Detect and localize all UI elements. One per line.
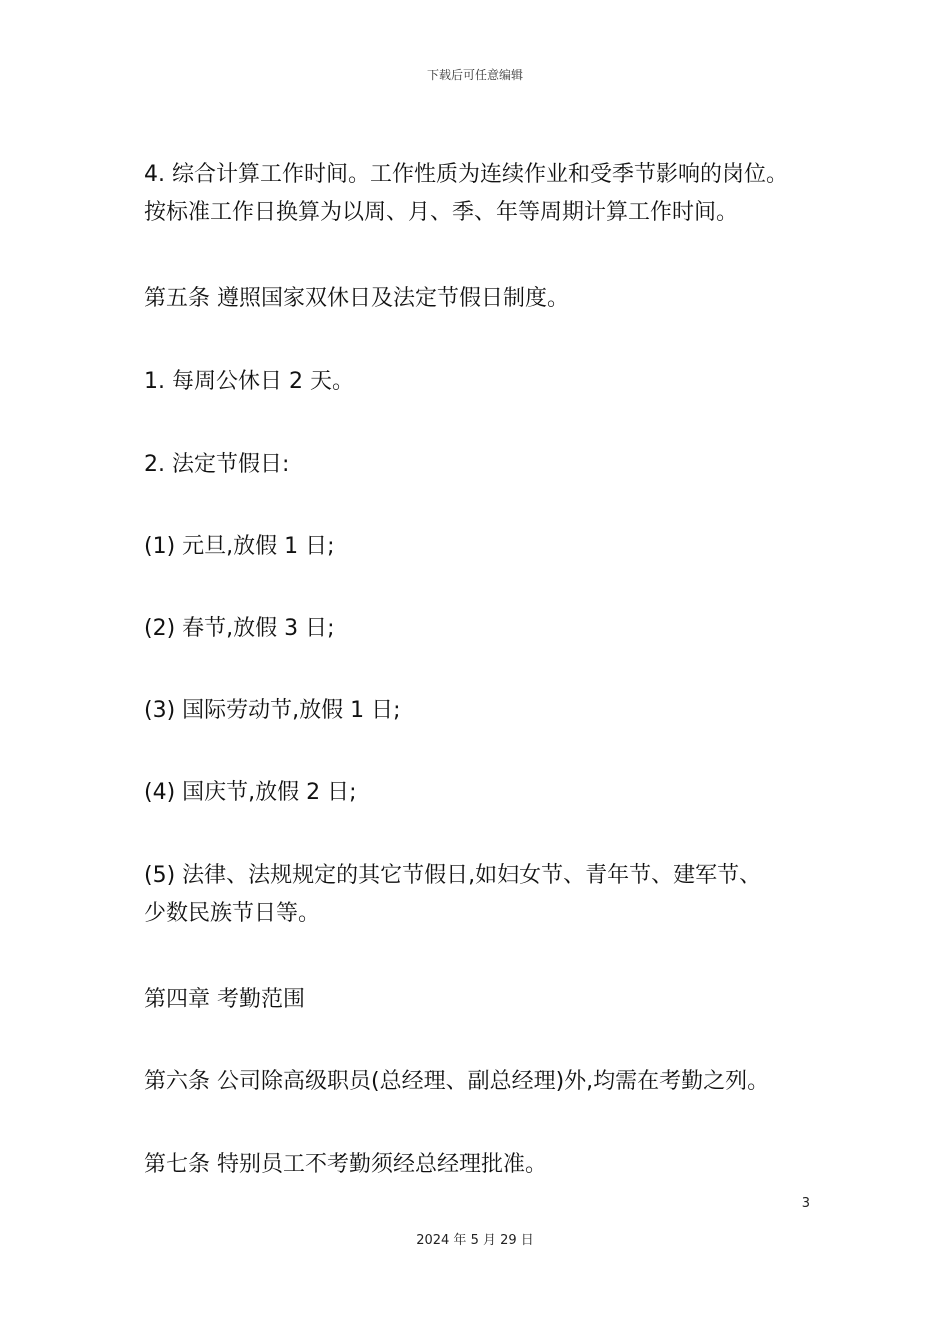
paragraph-line: 第五条 遵照国家双休日及法定节假日制度。 [144, 286, 569, 311]
paragraph-line: 2. 法定节假日: [144, 452, 290, 477]
list-item-national-day [144, 774, 824, 812]
paragraph-line: (3) 国际劳动节,放假 1 日; [144, 698, 401, 723]
paragraph-line: (1) 元旦,放假 1 日; [144, 534, 335, 559]
paragraph-line: 第六条 公司除高级职员(总经理、副总经理)外,均需在考勤之列。 [144, 1069, 770, 1094]
paragraph-line: 第四章 考勤范围 [144, 987, 305, 1012]
list-item-spring-festival [144, 610, 824, 648]
page-header: 下载后可任意编辑 [426, 68, 523, 82]
paragraph-line: (4) 国庆节,放假 2 日; [144, 780, 357, 805]
paragraph-line: (2) 春节,放假 3 日; [144, 616, 335, 641]
page-number: 3 [801, 1196, 810, 1211]
list-item-labour-day [144, 692, 824, 730]
list-item-new-year [144, 528, 824, 566]
paragraph-line: 按标准工作日换算为以周、月、季、年等周期计算工作时间。 [144, 200, 739, 225]
paragraph-line: (5) 法律、法规规定的其它节假日,如妇女节、青年节、建军节、 [144, 863, 762, 888]
paragraph-line: 少数民族节日等。 [144, 901, 321, 926]
list-item-other-holidays [144, 857, 824, 933]
footer-date: 2024 年 5 月 29 日 [416, 1233, 534, 1248]
paragraph-comprehensive-working-hours [144, 156, 824, 232]
chapter-four-heading [144, 981, 824, 1019]
paragraph-article-six [144, 1063, 824, 1101]
paragraph-line: 第七条 特别员工不考勤须经总经理批准。 [144, 1152, 547, 1177]
paragraph-article-five [144, 280, 824, 318]
paragraph-weekly-rest [144, 363, 824, 401]
paragraph-line: 1. 每周公休日 2 天。 [144, 369, 354, 394]
paragraph-statutory-holidays [144, 446, 824, 484]
paragraph-line: 4. 综合计算工作时间。工作性质为连续作业和受季节影响的岗位。 [144, 162, 788, 187]
paragraph-article-seven [144, 1146, 824, 1184]
